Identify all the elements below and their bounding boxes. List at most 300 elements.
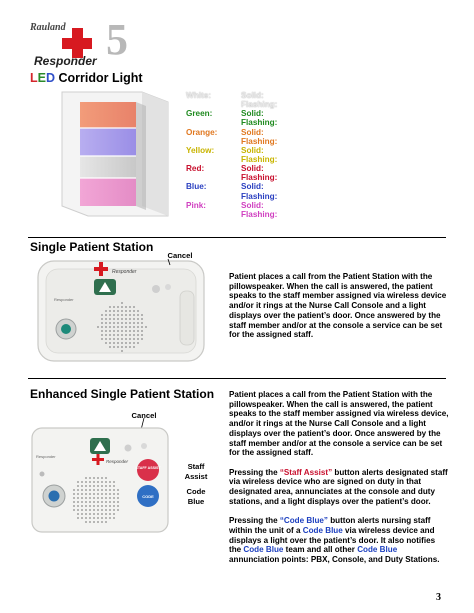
grille-dot <box>125 330 127 332</box>
grille-dot <box>117 330 119 332</box>
grille-dot <box>85 485 87 487</box>
grille-dot <box>97 326 99 328</box>
color-row <box>186 128 277 137</box>
grille-dot <box>101 314 103 316</box>
grille-dot <box>113 517 115 519</box>
color-row <box>186 137 277 146</box>
grille-dot <box>105 342 107 344</box>
grille-dot <box>101 318 103 320</box>
grille-dot <box>93 517 95 519</box>
grille-dot <box>137 330 139 332</box>
grille-dot <box>133 330 135 332</box>
grille-dot <box>109 346 111 348</box>
color-name: Pink: <box>186 200 207 210</box>
grille-dot <box>121 306 123 308</box>
grille-dot <box>113 330 115 332</box>
grille-dot <box>121 334 123 336</box>
logo-rauland-text: Rauland <box>30 22 66 33</box>
lens-white <box>80 156 136 178</box>
enhanced-patient-station-title: Enhanced Single Patient Station <box>30 387 215 401</box>
grille-dot <box>97 493 99 495</box>
grille-dot <box>137 314 139 316</box>
grille-dot <box>101 485 103 487</box>
grille-dot <box>105 477 107 479</box>
grille-dot <box>73 493 75 495</box>
grille-dot <box>85 509 87 511</box>
grille-dot <box>105 517 107 519</box>
grille-dot <box>93 493 95 495</box>
grille-dot <box>121 322 123 324</box>
staff-assist-highlight: “Staff Assist” <box>279 467 333 477</box>
grille-dot <box>105 501 107 503</box>
grille-dot <box>113 322 115 324</box>
grille-dot <box>101 322 103 324</box>
grille-dot <box>109 342 111 344</box>
grille-dot <box>117 338 119 340</box>
color-row <box>186 155 277 164</box>
grille-dot <box>101 517 103 519</box>
responder-5-logo <box>28 15 132 72</box>
color-name <box>186 100 241 109</box>
grille-dot <box>129 322 131 324</box>
grille-dot <box>113 497 115 499</box>
grille-dot <box>117 501 119 503</box>
grille-dot <box>113 342 115 344</box>
grille-dot <box>109 517 111 519</box>
grille-dot <box>137 326 139 328</box>
title-letter-l: L <box>30 71 38 85</box>
color-row <box>186 201 277 210</box>
color-name <box>186 173 241 182</box>
color-row <box>186 164 277 173</box>
grille-dot <box>125 326 127 328</box>
code-blue-button-text: CODE <box>142 494 154 499</box>
enhanced-patient-station-image <box>28 418 184 536</box>
text-run: via wireless device and displays a light over the patient’s door. It also notifies the <box>229 525 436 555</box>
grille-dot <box>85 501 87 503</box>
grille-dot <box>121 326 123 328</box>
staff-assist-button-text: STAFF ASSIST <box>135 466 161 470</box>
grille-dot <box>109 314 111 316</box>
color-row <box>186 109 277 118</box>
device-brand-small: Responder <box>36 454 56 459</box>
grille-dot <box>109 306 111 308</box>
grille-dot <box>109 330 111 332</box>
grille-dot <box>129 306 131 308</box>
color-state: Solid: <box>241 182 264 192</box>
page-number: 3 <box>436 592 441 603</box>
grille-dot <box>97 485 99 487</box>
device-brand-text: Responder <box>112 269 137 275</box>
color-name: Blue: <box>186 182 207 192</box>
grille-dot <box>117 314 119 316</box>
grille-dot <box>93 485 95 487</box>
grille-dot <box>133 342 135 344</box>
grille-dot <box>97 513 99 515</box>
grille-dot <box>89 493 91 495</box>
grille-dot <box>125 338 127 340</box>
grille-dot <box>105 330 107 332</box>
grille-dot <box>81 497 83 499</box>
logo-cross-bar <box>62 38 92 49</box>
grille-dot <box>97 509 99 511</box>
grille-dot <box>77 497 79 499</box>
corridor-light-image <box>60 88 172 220</box>
grille-dot <box>105 310 107 312</box>
grille-dot <box>85 505 87 507</box>
grille-dot <box>89 501 91 503</box>
color-state: Solid: <box>241 145 264 155</box>
grille-dot <box>129 326 131 328</box>
grille-dot <box>129 318 131 320</box>
grille-dot <box>125 342 127 344</box>
grille-dot <box>121 346 123 348</box>
color-state: Solid: <box>241 164 264 174</box>
grille-dot <box>121 350 123 352</box>
grille-dot <box>141 330 143 332</box>
grille-dot <box>121 330 123 332</box>
grille-dot <box>93 481 95 483</box>
grille-dot <box>141 326 143 328</box>
grille-dot <box>77 493 79 495</box>
text-run: Pressing the <box>229 516 280 526</box>
section-divider-2 <box>28 378 446 379</box>
grille-dot <box>129 346 131 348</box>
code-blue-highlight: Code Blue <box>357 545 398 555</box>
color-name: Red: <box>186 164 205 174</box>
title-rest: Corridor Light <box>55 71 143 85</box>
grille-dot <box>77 509 79 511</box>
color-state: Flashing: <box>241 154 278 164</box>
lens-purple <box>80 128 136 156</box>
grille-dot <box>85 521 87 523</box>
lens-side <box>136 102 146 210</box>
cancel-callout-enhanced: Cancel <box>131 411 157 420</box>
color-name <box>186 210 241 219</box>
grille-dot <box>85 493 87 495</box>
enhanced-para-1: Patient places a call from the Patient Station with the pillowspeaker. When the call is answered, the patient speaks to the staff member assigned via wireless device, and/or it rings at the Nurse Call Console and a light displays over the patient’s door. Once answered by the staff member and/or at the console a service can be set for the assigned staff. <box>229 390 449 458</box>
grille-dot <box>117 310 119 312</box>
code-blue-callout: Code Blue <box>186 487 206 506</box>
grille-dot <box>121 310 123 312</box>
grille-dot <box>133 306 135 308</box>
grille-dot <box>105 505 107 507</box>
grille-dot <box>97 521 99 523</box>
grille-dot <box>101 330 103 332</box>
grille-dot <box>121 318 123 320</box>
color-name <box>186 192 241 201</box>
grille-dot <box>77 513 79 515</box>
grille-dot <box>105 489 107 491</box>
enhanced-station-description <box>229 390 449 574</box>
grille-dot <box>93 477 95 479</box>
color-row <box>186 91 277 100</box>
grille-dot <box>113 501 115 503</box>
grille-dot <box>129 310 131 312</box>
color-name: White: <box>186 91 212 100</box>
grille-dot <box>81 493 83 495</box>
grille-dot <box>89 517 91 519</box>
color-row <box>186 182 277 191</box>
led-corridor-light-title <box>30 71 143 85</box>
grille-dot <box>113 489 115 491</box>
grille-dot <box>93 509 95 511</box>
grille-dot <box>109 318 111 320</box>
color-name <box>186 155 241 164</box>
grille-dot <box>109 338 111 340</box>
grille-dot <box>97 477 99 479</box>
cancel-callout: Cancel <box>167 251 193 260</box>
grille-dot <box>101 334 103 336</box>
grille-dot <box>97 481 99 483</box>
code-blue-highlight: Code Blue <box>243 545 284 555</box>
grille-dot <box>89 485 91 487</box>
grille-dot <box>125 322 127 324</box>
grille-dot <box>125 318 127 320</box>
grille-dot <box>137 322 139 324</box>
grille-dot <box>109 489 111 491</box>
grille-dot <box>77 485 79 487</box>
grille-dot <box>113 306 115 308</box>
grille-dot <box>77 481 79 483</box>
grille-dot <box>113 326 115 328</box>
section-divider <box>28 237 446 238</box>
color-state: Flashing: <box>241 100 278 110</box>
single-patient-station-title: Single Patient Station <box>30 240 154 254</box>
grille-dot <box>89 489 91 491</box>
grille-dot <box>105 334 107 336</box>
grille-dot <box>109 497 111 499</box>
grille-dot <box>105 513 107 515</box>
single-patient-station-image <box>36 257 218 369</box>
grille-dot <box>77 517 79 519</box>
grille-dot <box>141 322 143 324</box>
grille-dot <box>109 493 111 495</box>
enhanced-para-2 <box>229 468 449 507</box>
grille-dot <box>101 338 103 340</box>
grille-dot <box>117 493 119 495</box>
grille-dot <box>133 310 135 312</box>
grille-dot <box>113 481 115 483</box>
grille-dot <box>81 481 83 483</box>
staff-assist-callout: Staff Assist <box>184 462 208 481</box>
grille-dot <box>85 477 87 479</box>
color-state: Solid: <box>241 127 264 137</box>
grille-dot <box>137 318 139 320</box>
grille-dot <box>125 314 127 316</box>
grille-dot <box>105 326 107 328</box>
single-station-description: Patient places a call from the Patient Station with the pillowspeaker. When the call is answered, the patient speaks to the staff member assigned via wireless device and/or it rings at the Nurse Call Console and a light displays over the patient’s door. Once answered by the staff member and/or at the console a service can be set for the assigned staff. <box>229 272 447 340</box>
grille-dot <box>97 497 99 499</box>
device-brand-small: Responder <box>54 297 74 302</box>
grille-dot <box>85 481 87 483</box>
grille-dot <box>117 346 119 348</box>
grille-dot <box>113 493 115 495</box>
color-name: Yellow: <box>186 145 215 155</box>
grille-dot <box>77 489 79 491</box>
grille-dot <box>101 501 103 503</box>
grille-dot <box>89 497 91 499</box>
color-name <box>186 137 241 146</box>
grille-dot <box>89 477 91 479</box>
grille-dot <box>133 334 135 336</box>
grille-dot <box>125 310 127 312</box>
code-blue-highlight: “Code Blue” <box>279 516 328 526</box>
grille-dot <box>93 501 95 503</box>
grille-dot <box>73 489 75 491</box>
color-name: Green: <box>186 109 213 119</box>
grille-dot <box>73 501 75 503</box>
grille-dot <box>105 493 107 495</box>
grille-dot <box>133 326 135 328</box>
led-color-list <box>186 91 277 219</box>
lens-pink <box>80 178 136 206</box>
grille-dot <box>109 485 111 487</box>
grille-dot <box>109 322 111 324</box>
grille-dot <box>85 513 87 515</box>
grille-dot <box>129 342 131 344</box>
grille-dot <box>77 505 79 507</box>
grille-dot <box>101 497 103 499</box>
color-row <box>186 146 277 155</box>
grille-dot <box>129 334 131 336</box>
grille-dot <box>109 334 111 336</box>
grille-dot <box>89 509 91 511</box>
grille-dot <box>81 489 83 491</box>
grille-dot <box>117 509 119 511</box>
grille-dot <box>109 509 111 511</box>
grille-dot <box>89 481 91 483</box>
grille-dot <box>81 485 83 487</box>
grille-dot <box>77 501 79 503</box>
title-letter-e: E <box>37 71 46 85</box>
grille-dot <box>141 314 143 316</box>
grille-dot <box>133 322 135 324</box>
grille-dot <box>81 509 83 511</box>
color-state: Solid: <box>241 109 264 119</box>
color-state: Flashing: <box>241 118 278 128</box>
grille-dot <box>121 342 123 344</box>
grille-dot <box>145 326 147 328</box>
grille-dot <box>101 326 103 328</box>
grille-dot <box>101 481 103 483</box>
grille-dot <box>137 334 139 336</box>
grille-dot <box>109 501 111 503</box>
grille-dot <box>101 521 103 523</box>
grille-dot <box>133 338 135 340</box>
grille-dot <box>101 489 103 491</box>
grille-dot <box>105 485 107 487</box>
grille-dot <box>105 318 107 320</box>
logo-responder-text: Responder <box>34 54 97 68</box>
grille-dot <box>121 314 123 316</box>
grille-dot <box>93 505 95 507</box>
logo-version-number: 5 <box>106 15 128 64</box>
grille-dot <box>97 505 99 507</box>
color-state: Solid: <box>241 200 264 210</box>
grille-dot <box>105 509 107 511</box>
grille-dot <box>85 517 87 519</box>
grille-dot <box>113 346 115 348</box>
color-state: Flashing: <box>241 191 278 201</box>
grille-dot <box>113 513 115 515</box>
color-row <box>186 192 277 201</box>
grille-dot <box>117 326 119 328</box>
color-state: Solid: <box>241 91 264 100</box>
grille-dot <box>113 485 115 487</box>
color-name: Orange: <box>186 127 218 137</box>
grille-dot <box>73 497 75 499</box>
grille-dot <box>129 338 131 340</box>
grille-dot <box>73 509 75 511</box>
grille-dot <box>81 505 83 507</box>
grille-dot <box>109 513 111 515</box>
grille-dot <box>113 310 115 312</box>
grille-dot <box>85 489 87 491</box>
text-run: team and all other <box>283 545 358 555</box>
grille-dot <box>89 521 91 523</box>
grille-dot <box>101 477 103 479</box>
text-run: button alerts nursing staff within the unit of a <box>229 516 431 535</box>
grille-dot <box>137 342 139 344</box>
grille-dot <box>113 334 115 336</box>
color-state: Flashing: <box>241 136 278 146</box>
color-row <box>186 210 277 219</box>
grille-dot <box>109 481 111 483</box>
enhanced-para-3 <box>229 516 449 565</box>
grille-dot <box>117 334 119 336</box>
lens-column <box>80 102 146 210</box>
grille-dot <box>121 302 123 304</box>
text-run: Pressing the <box>229 467 280 477</box>
grille-dot <box>141 338 143 340</box>
grille-dot <box>97 489 99 491</box>
grille-dot <box>73 505 75 507</box>
grille-dot <box>117 318 119 320</box>
grille-dot <box>117 489 119 491</box>
grille-dot <box>117 342 119 344</box>
grille-dot <box>93 489 95 491</box>
grille-dot <box>137 338 139 340</box>
grille-dot <box>109 326 111 328</box>
grille-dot <box>117 505 119 507</box>
grille-dot <box>113 314 115 316</box>
grille-dot <box>81 501 83 503</box>
code-blue-highlight: Code Blue <box>302 525 343 535</box>
grille-dot <box>93 513 95 515</box>
grille-dot <box>109 310 111 312</box>
grille-dot <box>101 509 103 511</box>
grille-dot <box>113 505 115 507</box>
grille-dot <box>133 314 135 316</box>
color-row <box>186 118 277 127</box>
grille-dot <box>125 334 127 336</box>
grille-dot <box>105 481 107 483</box>
grille-dot <box>117 306 119 308</box>
grille-dot <box>81 517 83 519</box>
title-letter-d: D <box>45 71 56 85</box>
grille-dot <box>141 334 143 336</box>
grille-dot <box>113 318 115 320</box>
color-name <box>186 118 241 127</box>
grille-dot <box>85 497 87 499</box>
grille-dot <box>105 314 107 316</box>
grille-dot <box>97 501 99 503</box>
grille-dot <box>101 493 103 495</box>
color-state: Flashing: <box>241 209 278 219</box>
grille-dot <box>117 497 119 499</box>
grille-dot <box>133 318 135 320</box>
